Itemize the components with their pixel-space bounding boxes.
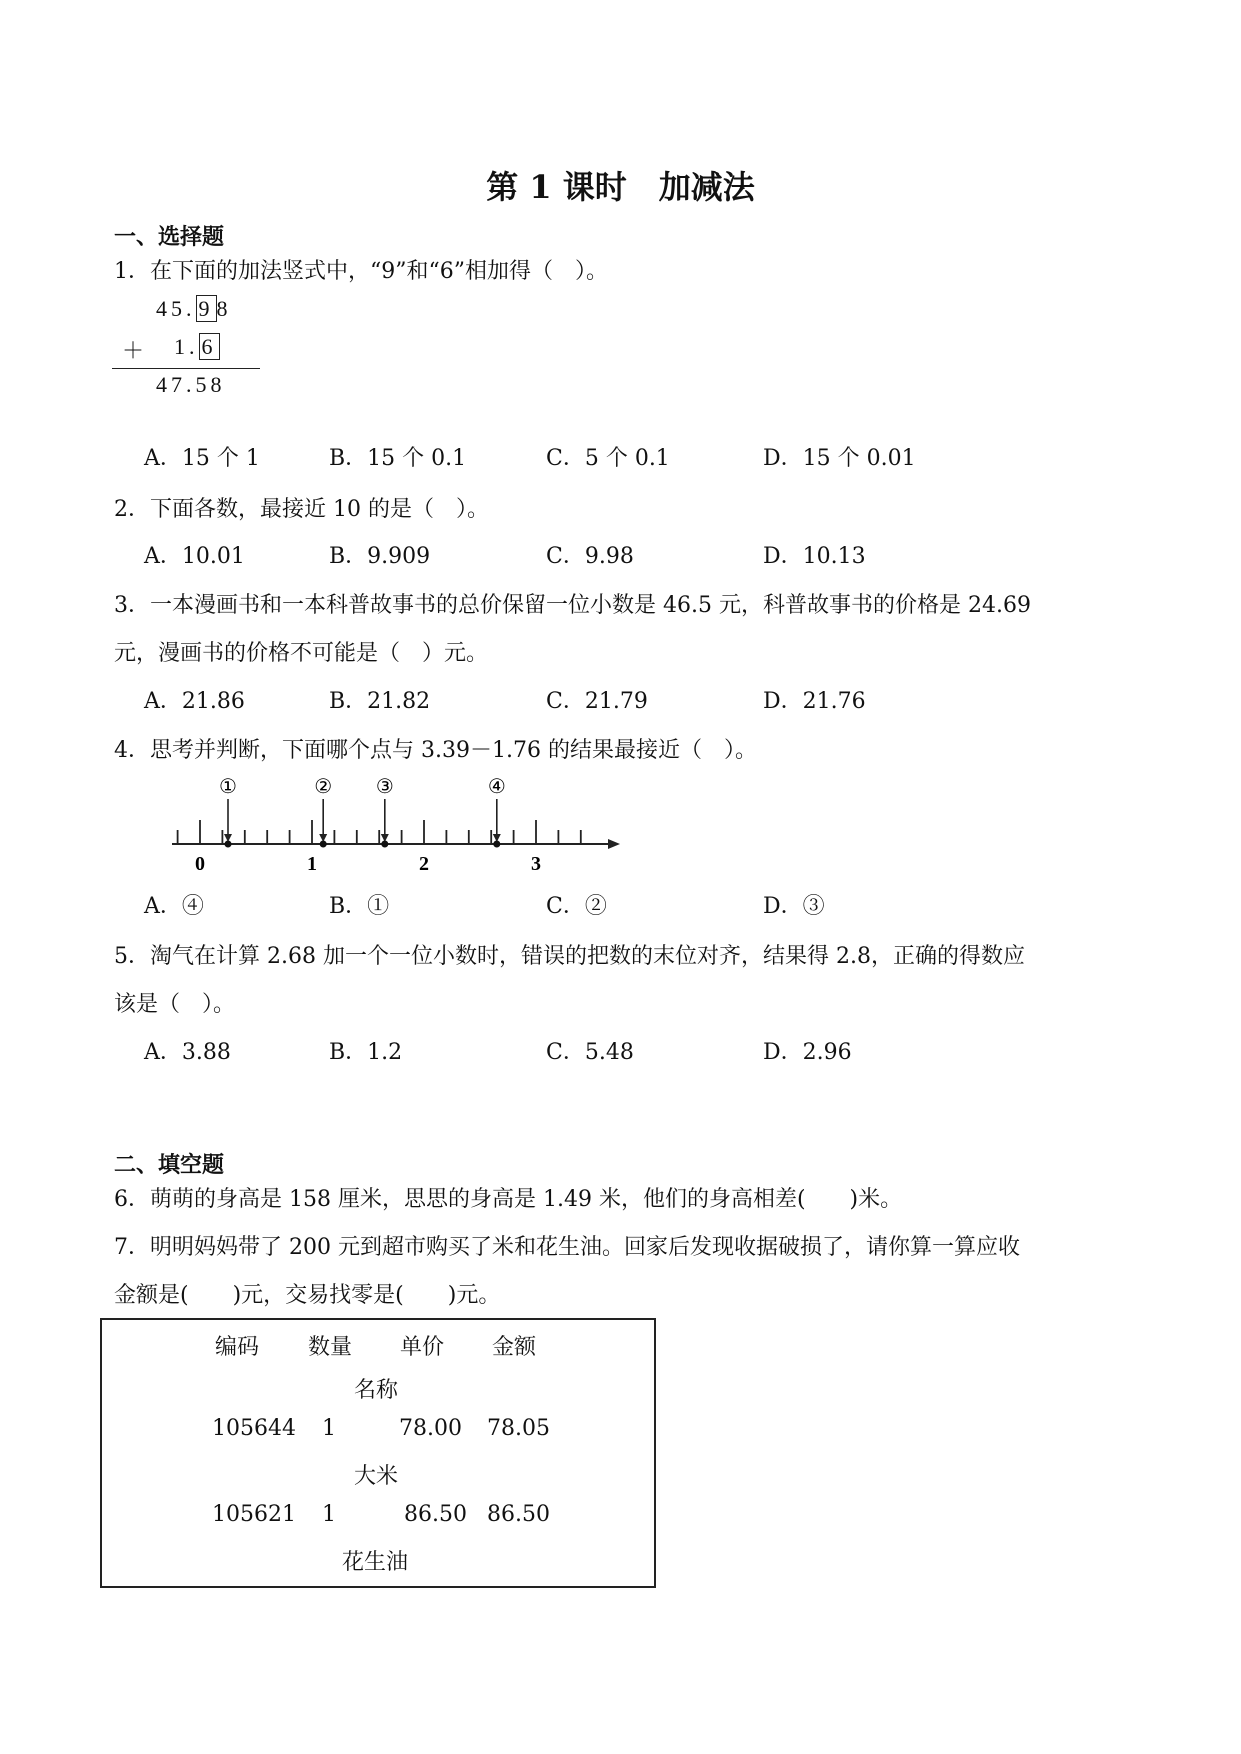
marker-label-2: ② <box>314 775 333 798</box>
q1-option-a[interactable]: A．15 个 1 <box>144 446 260 471</box>
q5-option-d[interactable]: D．2.96 <box>763 1040 852 1065</box>
q3-option-c[interactable]: C．21.79 <box>546 689 648 714</box>
row1-integer: 45. <box>156 296 196 321</box>
q3-option-d[interactable]: D．21.76 <box>763 689 866 714</box>
tick-label-0: 0 <box>195 853 205 875</box>
marker-point <box>225 841 232 848</box>
question-1-text: 1．在下面的加法竖式中，“9”和“6”相加得（ ）。 <box>114 259 608 284</box>
q1-option-d[interactable]: D．15 个 0.01 <box>763 446 916 471</box>
question-3-line1: 3．一本漫画书和一本科普故事书的总价保留一位小数是 46.5 元，科普故事书的价格是 24.69 <box>114 593 1031 618</box>
marker-point <box>320 841 327 848</box>
receipt-header-amount: 金额 <box>492 1335 537 1360</box>
receipt <box>100 1318 656 1588</box>
question-3-line2: 元，漫画书的价格不可能是（ ）元。 <box>114 641 489 666</box>
q1-option-c[interactable]: C．5 个 0.1 <box>546 446 670 471</box>
question-7-line1: 7．明明妈妈带了 200 元到超市购买了米和花生油。回家后发现收据破损了，请你算一算应收 <box>114 1235 1020 1260</box>
question-6-text: 6．萌萌的身高是 158 厘米，思思的身高是 1.49 米，他们的身高相差( )米。 <box>114 1187 903 1212</box>
marker-label-4: ④ <box>487 775 506 798</box>
receipt-row2-price: 86.50 <box>404 1502 467 1527</box>
tick-label-2: 2 <box>419 853 429 875</box>
boxed-digit-9: 9 <box>196 295 217 322</box>
question-5-line1: 5．淘气在计算 2.68 加一个一位小数时，错误的把数的末位对齐，结果得 2.8，正确的得数应 <box>114 944 1025 969</box>
q5-option-a[interactable]: A．3.88 <box>144 1040 231 1065</box>
receipt-row2-code: 105621 <box>212 1502 296 1527</box>
marker-point <box>381 841 388 848</box>
section-heading-choice: 一、选择题 <box>114 225 225 250</box>
q3-option-b[interactable]: B．21.82 <box>329 689 431 714</box>
marker-2 <box>314 775 332 848</box>
ticks <box>178 820 581 844</box>
boxed-digit-6: 6 <box>199 333 220 360</box>
markers <box>219 775 506 848</box>
receipt-header-qty: 数量 <box>308 1335 353 1360</box>
q1-option-b[interactable]: B．15 个 0.1 <box>329 446 467 471</box>
receipt-row1-name: 大米 <box>354 1464 399 1489</box>
section-heading-fill: 二、填空题 <box>114 1153 225 1178</box>
receipt-row2-name: 花生油 <box>342 1550 409 1575</box>
q2-option-a[interactable]: A．10.01 <box>144 544 245 569</box>
receipt-row1-qty: 1 <box>322 1416 336 1441</box>
marker-point <box>493 841 500 848</box>
receipt-row1-amount: 78.05 <box>487 1416 550 1441</box>
question-5-line2: 该是（ ）。 <box>114 992 236 1017</box>
marker-label-1: ① <box>219 775 237 798</box>
receipt-header-name: 名称 <box>354 1378 399 1403</box>
q2-option-b[interactable]: B．9.909 <box>329 544 431 569</box>
q4-option-d[interactable]: D．③ <box>763 894 825 919</box>
plus-sign: ＋ <box>122 338 149 363</box>
q3-option-a[interactable]: A．21.86 <box>144 689 245 714</box>
receipt-row2-amount: 86.50 <box>487 1502 550 1527</box>
number-line <box>160 775 630 875</box>
question-7-line2: 金额是( )元，交易找零是( )元。 <box>114 1283 501 1308</box>
row1-tail: 8 <box>216 296 232 321</box>
marker-label-3: ③ <box>375 775 394 798</box>
question-2-text: 2．下面各数，最接近 10 的是（ ）。 <box>114 497 489 522</box>
axis-arrow <box>608 839 620 849</box>
sum-line <box>112 368 260 369</box>
q2-option-c[interactable]: C．9.98 <box>546 544 634 569</box>
tick-label-1: 1 <box>307 853 317 875</box>
sum-result: 47.58 <box>156 372 226 397</box>
q4-option-b[interactable]: B．① <box>329 894 390 919</box>
q5-option-c[interactable]: C．5.48 <box>546 1040 634 1065</box>
row2-integer: 1. <box>174 334 199 359</box>
page-title: 第 1 课时 加减法 <box>486 168 755 206</box>
receipt-row1-code: 105644 <box>212 1416 296 1441</box>
tick-label-3: 3 <box>531 853 541 875</box>
receipt-row1-price: 78.00 <box>399 1416 462 1441</box>
q2-option-d[interactable]: D．10.13 <box>763 544 866 569</box>
q4-option-a[interactable]: A．④ <box>144 894 204 919</box>
receipt-header-code: 编码 <box>215 1335 260 1360</box>
q4-option-c[interactable]: C．② <box>546 894 607 919</box>
question-4-text: 4．思考并判断，下面哪个点与 3.39－1.76 的结果最接近（ ）。 <box>114 738 757 763</box>
receipt-header-price: 单价 <box>400 1335 445 1360</box>
receipt-row2-qty: 1 <box>322 1502 336 1527</box>
tick-labels <box>195 853 541 875</box>
q5-option-b[interactable]: B．1.2 <box>329 1040 403 1065</box>
